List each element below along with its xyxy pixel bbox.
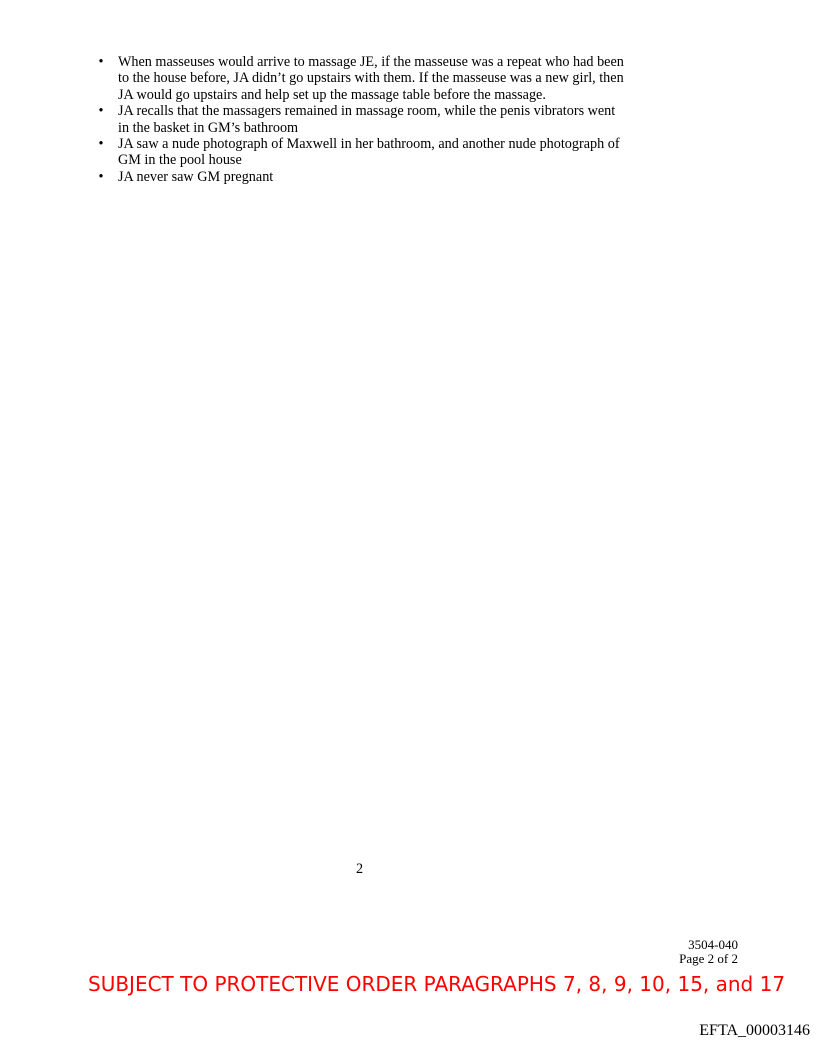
bullet-line: GM in the pool house xyxy=(118,152,242,169)
bullet-icon: • xyxy=(98,54,104,70)
protective-order-notice: SUBJECT TO PROTECTIVE ORDER PARAGRAPHS 7, 8, 9, 10, 15, and 17 xyxy=(88,972,786,996)
page-count: Page 2 of 2 xyxy=(679,951,738,966)
bullet-item xyxy=(96,103,656,136)
bullet-item xyxy=(96,169,656,185)
bullet-item xyxy=(96,136,656,169)
bullet-icon: • xyxy=(98,103,104,120)
bullet-line: JA saw a nude photograph of Maxwell in her bathroom, and another nude photograph of xyxy=(118,136,620,153)
document-reference xyxy=(679,938,738,966)
bullet-line: to the house before, JA didn’t go upstairs with them. If the masseuse was a new girl, then xyxy=(118,70,624,87)
document-code: 3504-040 xyxy=(688,937,738,952)
bullet-item xyxy=(96,54,656,103)
efta-identifier: EFTA_00003146 xyxy=(699,1022,810,1039)
bullet-icon: • xyxy=(98,136,104,153)
bullet-line: JA would go upstairs and help set up the massage table before the massage. xyxy=(118,86,546,103)
bullet-line: in the basket in GM’s bathroom xyxy=(118,119,299,136)
page-number: 2 xyxy=(356,861,364,877)
bullet-line: JA never saw GM pregnant xyxy=(118,168,274,185)
bullet-icon: • xyxy=(98,168,104,185)
bullet-list xyxy=(96,54,656,185)
bullet-line: JA recalls that the massagers remained in massage room, while the penis vibrators went xyxy=(118,103,616,120)
bullet-line: When masseuses would arrive to massage JE, if the masseuse was a repeat who had been xyxy=(118,54,624,70)
